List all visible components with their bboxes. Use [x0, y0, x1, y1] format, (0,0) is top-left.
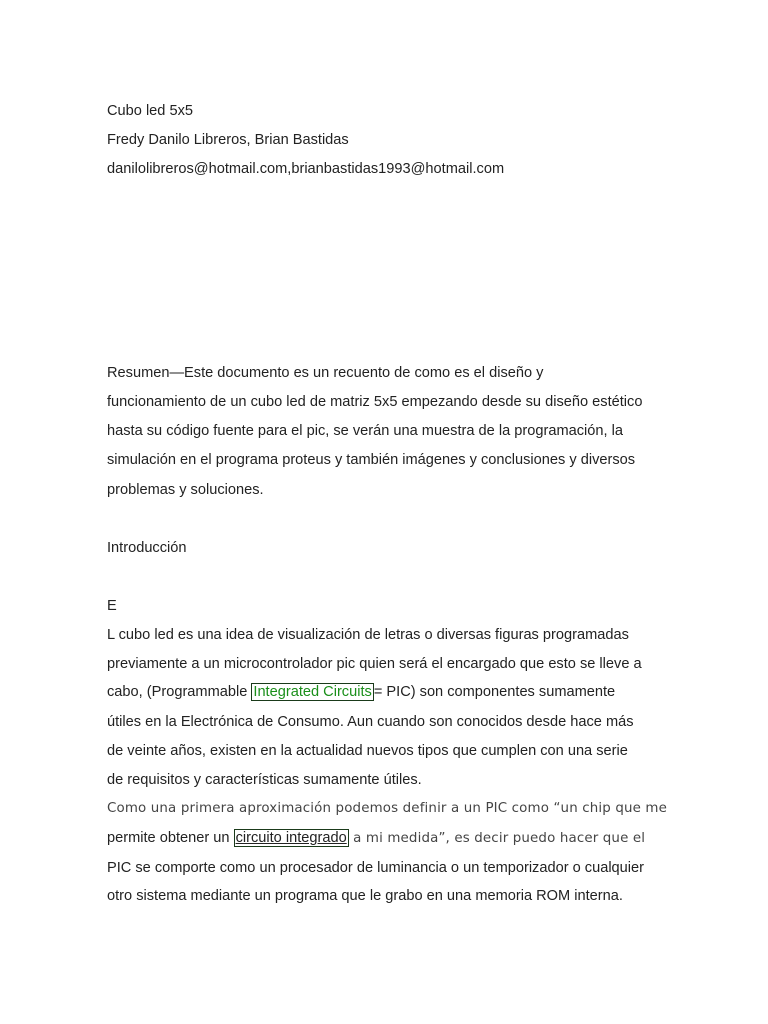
- author-emails: danilolibreros@hotmail.com,brianbastidas1993@hotmail.com: [107, 161, 505, 177]
- body-line: de requisitos y características sumamente útiles.: [107, 772, 422, 788]
- body-line: previamente a un microcontrolador pic quien será el encargado que esto se lleve a: [107, 656, 642, 672]
- author-names: Fredy Danilo Libreros, Brian Bastidas: [107, 132, 349, 148]
- body-line: [107, 829, 645, 848]
- body-line: [107, 683, 615, 701]
- drop-letter: E: [107, 598, 117, 614]
- body-text: cabo, (Programmable: [107, 684, 252, 700]
- body-line: Como una primera aproximación podemos definir a un PIC como “un chip que me: [107, 801, 667, 816]
- abstract-line: simulación en el programa proteus y también imágenes y conclusiones y diversos: [107, 452, 636, 468]
- body-line: L cubo led es una idea de visualización de letras o diversas figuras programadas: [107, 627, 629, 643]
- integrated-circuits-link[interactable]: Integrated Circuits: [253, 684, 372, 700]
- body-line: otro sistema mediante un programa que le grabo en una memoria ROM interna.: [107, 888, 623, 904]
- section-heading-introduction: Introducción: [107, 540, 187, 556]
- abstract-line: problemas y soluciones.: [107, 482, 264, 498]
- body-text: permite obtener un: [107, 830, 234, 846]
- abstract-line: hasta su código fuente para el pic, se verán una muestra de la programación, la: [107, 423, 623, 439]
- body-text: a mi medida”, es decir puedo hacer que el: [348, 831, 646, 846]
- abstract-line: Resumen—Este documento es un recuento de como es el diseño y: [107, 365, 544, 381]
- body-text: = PIC) son componentes sumamente: [373, 684, 616, 700]
- circuito-integrado-link[interactable]: circuito integrado: [235, 830, 347, 846]
- abstract-line: funcionamiento de un cubo led de matriz 5x5 empezando desde su diseño estético: [107, 394, 643, 410]
- document-title: Cubo led 5x5: [107, 103, 194, 119]
- body-line: de veinte años, existen en la actualidad nuevos tipos que cumplen con una serie: [107, 743, 628, 759]
- body-line: útiles en la Electrónica de Consumo. Aun cuando son conocidos desde hace más: [107, 714, 634, 730]
- body-line: PIC se comporte como un procesador de luminancia o un temporizador o cualquier: [107, 860, 645, 876]
